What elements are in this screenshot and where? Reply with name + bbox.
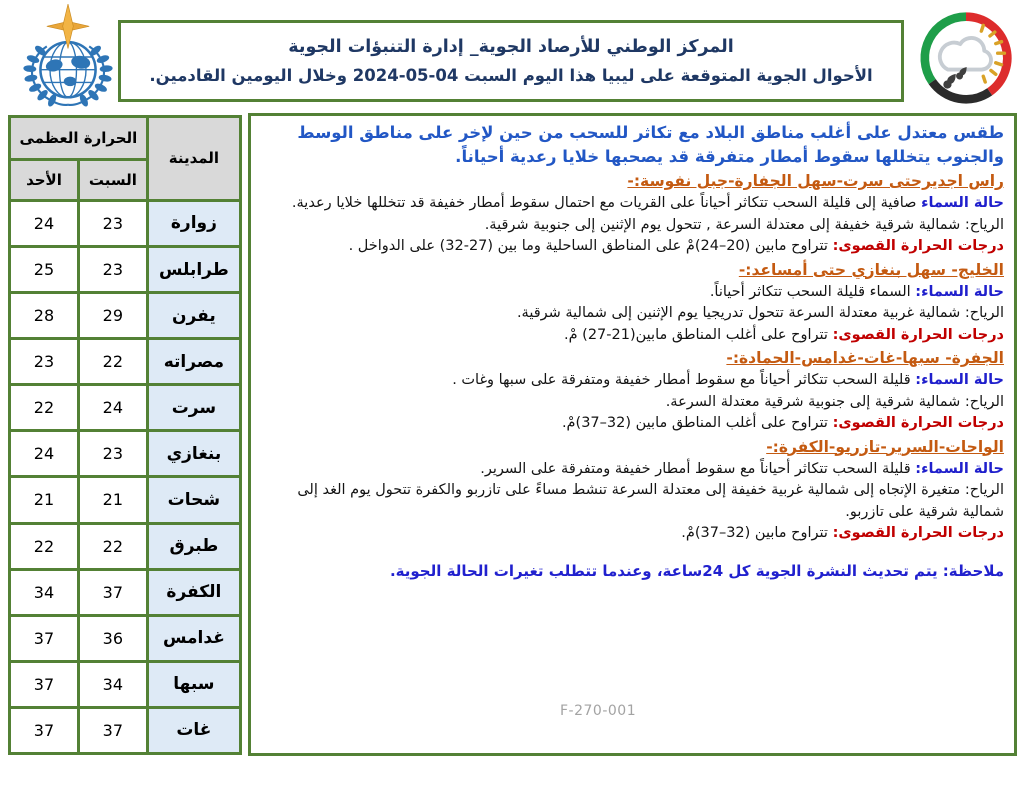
sat-temp: 22 [78, 523, 147, 569]
city-name: الكفرة [147, 569, 240, 615]
wind-label: الرياح: [964, 482, 1004, 498]
max-temperature-table [8, 115, 242, 755]
sky-label: حالة السماء: [915, 283, 1004, 300]
city-name: غات [147, 707, 240, 753]
max-temp-line [261, 523, 1004, 545]
city-name: مصراته [147, 339, 240, 385]
city-name: يفرن [147, 293, 240, 339]
city-name: زوارة [147, 200, 240, 246]
wmo-logo-icon [12, 4, 124, 110]
ncm-libya-logo [912, 10, 1020, 106]
forecast-intro: طقس معتدل على أغلب مناطق البلاد مع تكاثر للسحب من حين لإخر على مناطق الوسط والجنوب يتخللها سقوط أمطار متفرقة قد يصحبها خلايا رعدية أحياناً. [297, 123, 1004, 166]
wind-text: شمالية شرقية خفيفة إلى معتدلة السرعة , تتحول يوم الإثنين إلى جنوبية شرقية. [484, 216, 965, 233]
forecast-section [261, 436, 1004, 545]
sun-temp: 21 [10, 477, 79, 523]
table-row [10, 477, 241, 523]
table-row [10, 661, 241, 707]
table-row [10, 385, 241, 431]
wind-line [261, 303, 1004, 325]
sun-temp: 24 [10, 431, 79, 477]
wind-text: شمالية شرقية إلى جنوبية شرقية معتدلة السرعة. [665, 393, 965, 410]
bulletin-title-box [118, 20, 904, 102]
sat-temp: 23 [78, 200, 147, 246]
sat-temp: 37 [78, 707, 147, 753]
sat-temp: 34 [78, 661, 147, 707]
table-row [10, 523, 241, 569]
max-temp-label: درجات الحرارة القصوى: [832, 415, 1004, 431]
sky-text: قليلة السحب تتكاثر أحياناً مع سقوط أمطار خفيفة ومتفرقة على السرير. [480, 460, 916, 477]
city-name: طرابلس [147, 247, 240, 293]
max-temp-line [261, 413, 1004, 435]
sky-condition-line [261, 459, 1004, 481]
sun-temp: 25 [10, 247, 79, 293]
col-header-saturday: السبت [78, 160, 147, 201]
max-temp-label: درجات الحرارة القصوى: [832, 525, 1004, 541]
sky-label: حالة السماء [921, 195, 1004, 211]
forecast-section [261, 259, 1004, 347]
sky-label: حالة السماء: [915, 460, 1004, 477]
wind-line [261, 392, 1004, 414]
wind-label: الرياح: [964, 305, 1004, 321]
city-name: غدامس [147, 615, 240, 661]
col-header-city: المدينة [147, 117, 240, 201]
sky-condition-line [261, 282, 1004, 304]
section-heading: راس اجديرحتى سرت-سهل الجفارة-جبل نفوسة:- [627, 172, 1004, 190]
sat-temp: 29 [78, 293, 147, 339]
sun-temp: 23 [10, 339, 79, 385]
city-name: شحات [147, 477, 240, 523]
section-heading: الواحات-السرير-تازربو-الكفرة:- [766, 437, 1004, 456]
sun-temp: 22 [10, 523, 79, 569]
sky-text: السماء قليلة السحب تتكاثر أحياناً. [709, 283, 916, 300]
table-row [10, 200, 241, 246]
form-code: F-270-001 [560, 703, 637, 719]
wind-label: الرياح: [964, 393, 1004, 410]
sat-temp: 23 [78, 431, 147, 477]
sat-temp: 24 [78, 385, 147, 431]
max-temp-text: تتراوح على أغلب المناطق مابين (32–37)مْ. [561, 415, 833, 431]
wind-text: متغيرة الإتجاه إلى شمالية غربية خفيفة إلى معتدلة السرعة تنشط مساءً على تازربو والكفرة تتحول يوم الغد إلى شمالية شرقية على تازربو. [297, 482, 1004, 520]
col-header-max-temp: الحرارة العظمى [10, 117, 148, 160]
sun-temp: 37 [10, 707, 79, 753]
bulletin-subtitle: الأحوال الجوية المتوقعة على ليبيا هذا اليوم السبت 04-05-2024 وخلال اليومين القادمين. [149, 66, 873, 85]
max-temp-text: تتراوح على أغلب المناطق مابين(21-27) مْ. [563, 326, 833, 343]
sat-temp: 36 [78, 615, 147, 661]
sun-temp: 24 [10, 200, 79, 246]
max-temp-line [261, 325, 1004, 347]
ncm-libya-logo-icon [912, 10, 1020, 106]
city-name: طبرق [147, 523, 240, 569]
col-header-sunday: الأحد [10, 160, 79, 201]
table-row [10, 247, 241, 293]
max-temp-text: تتراوح مابين (20–24)مْ على المناطق الساحلية وما بين (27-32) على الدواخل . [348, 238, 833, 254]
wind-text: شمالية غربية معتدلة السرعة تتحول تدريجيا يوم الإثنين إلى شمالية شرقية. [516, 305, 965, 321]
sky-label: حالة السماء: [915, 372, 1004, 388]
sun-temp: 37 [10, 661, 79, 707]
wind-line [261, 480, 1004, 523]
forecast-section [261, 170, 1004, 258]
city-name: سبها [147, 661, 240, 707]
table-row [10, 339, 241, 385]
wind-label: الرياح: [964, 216, 1004, 233]
table-row [10, 293, 241, 339]
sat-temp: 22 [78, 339, 147, 385]
forecast-section [261, 347, 1004, 435]
sun-temp: 22 [10, 385, 79, 431]
table-row [10, 707, 241, 753]
sat-temp: 37 [78, 569, 147, 615]
sat-temp: 23 [78, 247, 147, 293]
max-temp-label: درجات الحرارة القصوى: [832, 326, 1004, 343]
sun-temp: 37 [10, 615, 79, 661]
max-temp-label: درجات الحرارة القصوى: [832, 238, 1004, 254]
sun-temp: 34 [10, 569, 79, 615]
sat-temp: 21 [78, 477, 147, 523]
section-heading: الخليج- سهل بنغازي حتى أمساعد:- [738, 260, 1004, 279]
sun-temp: 28 [10, 293, 79, 339]
city-name: سرت [147, 385, 240, 431]
wind-line [261, 215, 1004, 237]
table-row [10, 569, 241, 615]
max-temp-text: تتراوح مابين (32–37)مْ. [681, 525, 833, 541]
max-temp-line [261, 236, 1004, 258]
section-heading: الجفرة- سبها-غات-غدامس-الحمادة:- [726, 349, 1004, 367]
table-row [10, 431, 241, 477]
sky-condition-line [261, 370, 1004, 392]
update-note: ملاحظة: يتم تحديث النشرة الجوية كل 24ساعة، وعندما تتطلب تغيرات الحالة الجوية. [389, 561, 1004, 580]
sky-text: صافية إلى قليلة السحب تتكاثر أحياناً على القريات مع احتمال سقوط أمطار خفيفة قد تتخللها خلايا رعدية. [291, 195, 922, 211]
city-name: بنغازي [147, 431, 240, 477]
sky-condition-line [261, 193, 1004, 215]
forecast-panel [248, 113, 1017, 756]
wmo-logo [12, 4, 124, 110]
sky-text: قليلة السحب تتكاثر أحياناً مع سقوط أمطار خفيفة ومتفرقة على سبها وغات . [452, 372, 916, 388]
table-row [10, 615, 241, 661]
org-title: المركز الوطني للأرصاد الجوية_ إدارة التنبؤات الجوية [288, 37, 734, 57]
